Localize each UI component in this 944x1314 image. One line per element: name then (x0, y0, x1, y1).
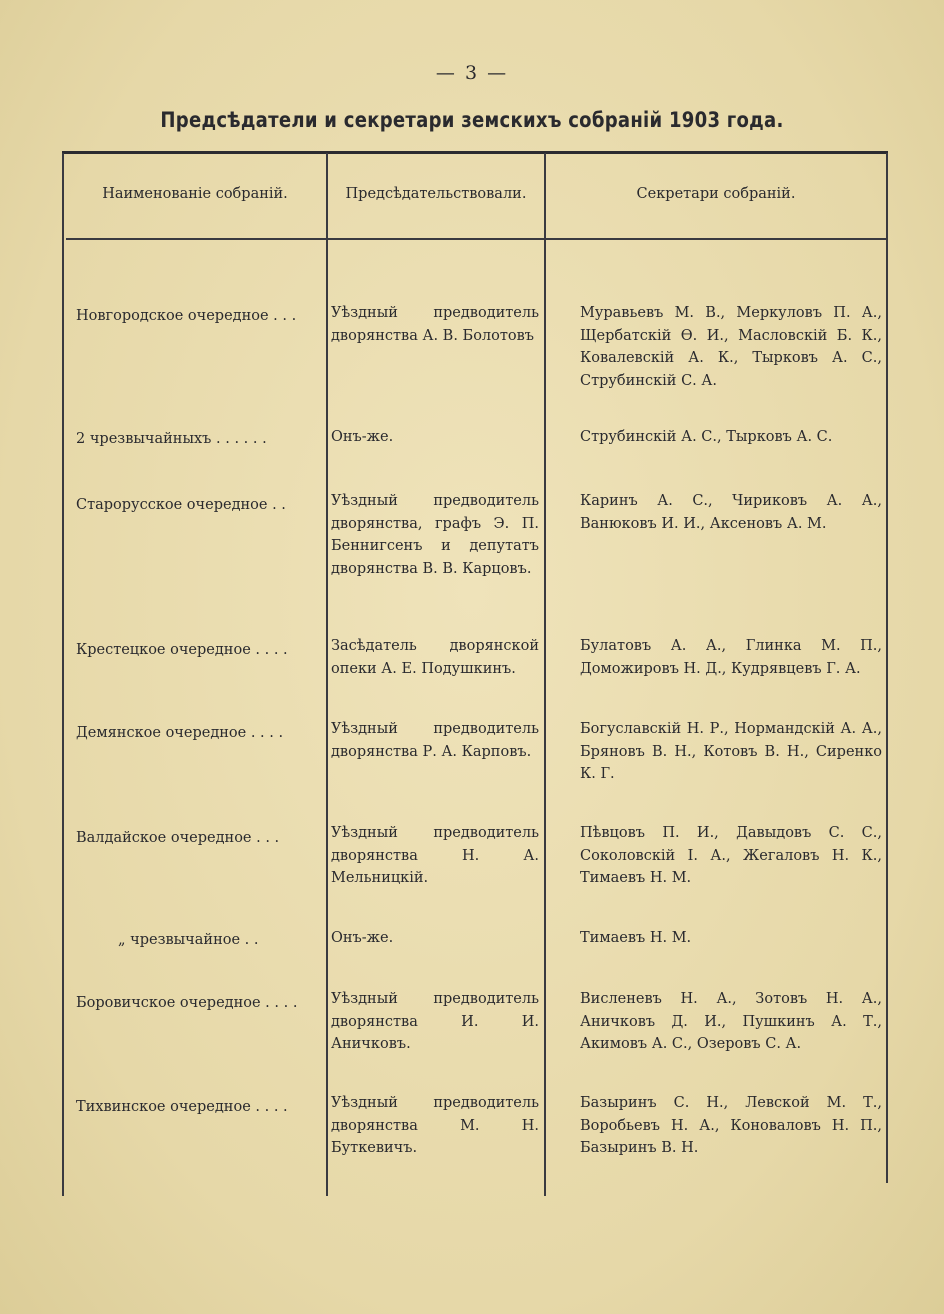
assembly-name: 2 чрезвычайныхъ . . . . . . (76, 431, 267, 447)
chair-cell: Уѣздный предводитель дворянства Н. А. Мельницкій. (331, 825, 539, 886)
secretaries-cell: Богуславскій Н. Р., Нормандскій А. А., Бряновъ В. Н., Котовъ В. Н., Сиренко К. Г. (580, 721, 882, 782)
page-number: — 3 — (435, 62, 509, 84)
chair-cell: Засѣдатель дворянской опеки А. Е. Подушкинъ. (331, 638, 539, 677)
table-top-rule (62, 151, 888, 154)
chair-cell: Уѣздный предводитель дворянства М. Н. Буткевичъ. (331, 1095, 539, 1156)
table-column-divider (544, 153, 546, 1196)
table-column-divider (326, 153, 328, 1196)
assembly-name: Крестецкое очередное . . . . (76, 642, 288, 658)
chair-cell: Онъ-же. (331, 930, 394, 946)
chair-cell: Уѣздный предводитель дворянства И. И. Аничковъ. (331, 991, 539, 1052)
assembly-name: Валдайское очередное . . . (76, 830, 280, 846)
table-border-left (62, 153, 64, 1196)
table-header-rule (66, 238, 886, 240)
secretaries-cell: Каринъ А. С., Чириковъ А. А., Ванюковъ И. И., Аксеновъ А. М. (580, 493, 882, 532)
chair-cell: Уѣздный предводитель дворянства А. В. Болотовъ (331, 305, 539, 344)
secretaries-cell: Базыринъ С. Н., Левской М. Т., Воробьевъ Н. А., Коноваловъ Н. П., Базыринъ В. Н. (580, 1095, 882, 1156)
column-header-secretaries: Секретари собраній. (636, 186, 796, 202)
secretaries-cell: Булатовъ А. А., Глинка М. П., Доможировъ Н. Д., Кудрявцевъ Г. А. (580, 638, 882, 677)
secretaries-cell: Тимаевъ Н. М. (580, 930, 692, 946)
assembly-name: Демянское очередное . . . . (76, 725, 284, 741)
secretaries-cell: Муравьевъ М. В., Меркуловъ П. А., Щербатскій Ѳ. И., Масловскій Б. К., Ковалевскій А. К., Тырковъ А. С., Струбинскій С. А. (580, 305, 882, 389)
column-header-assembly: Наименованіе собраній. (102, 186, 288, 202)
assembly-name: Боровичское очередное . . . . (76, 995, 298, 1011)
secretaries-cell: Струбинскій А. С., Тырковъ А. С. (580, 429, 833, 445)
assembly-name: „ чрезвычайное . . (118, 932, 259, 948)
assembly-name: Новгородское очередное . . . (76, 308, 297, 324)
assembly-name: Тихвинское очередное . . . . (76, 1099, 288, 1115)
page-title: Предсѣдатели и секретари земскихъ собраній 1903 года. (160, 108, 784, 132)
table-border-right (886, 153, 888, 1183)
column-header-chair: Предсѣдательствовали. (345, 186, 527, 202)
secretaries-cell: Висленевъ Н. А., Зотовъ Н. А., Аничковъ Д. И., Пушкинъ А. Т., Акимовъ А. С., Озеровъ С. А. (580, 991, 882, 1052)
assembly-name: Старорусское очередное . . (76, 497, 286, 513)
chair-cell: Уѣздный предводитель дворянства Р. А. Карповъ. (331, 721, 539, 760)
secretaries-cell: Пѣвцовъ П. И., Давыдовъ С. С., Соколовскій І. А., Жегаловъ Н. К., Тимаевъ Н. М. (580, 825, 882, 886)
chair-cell: Онъ-же. (331, 429, 394, 445)
chair-cell: Уѣздный предводитель дворянства, графъ Э. П. Беннигсенъ и депутатъ дворянства В. В. Карцовъ. (331, 493, 539, 577)
